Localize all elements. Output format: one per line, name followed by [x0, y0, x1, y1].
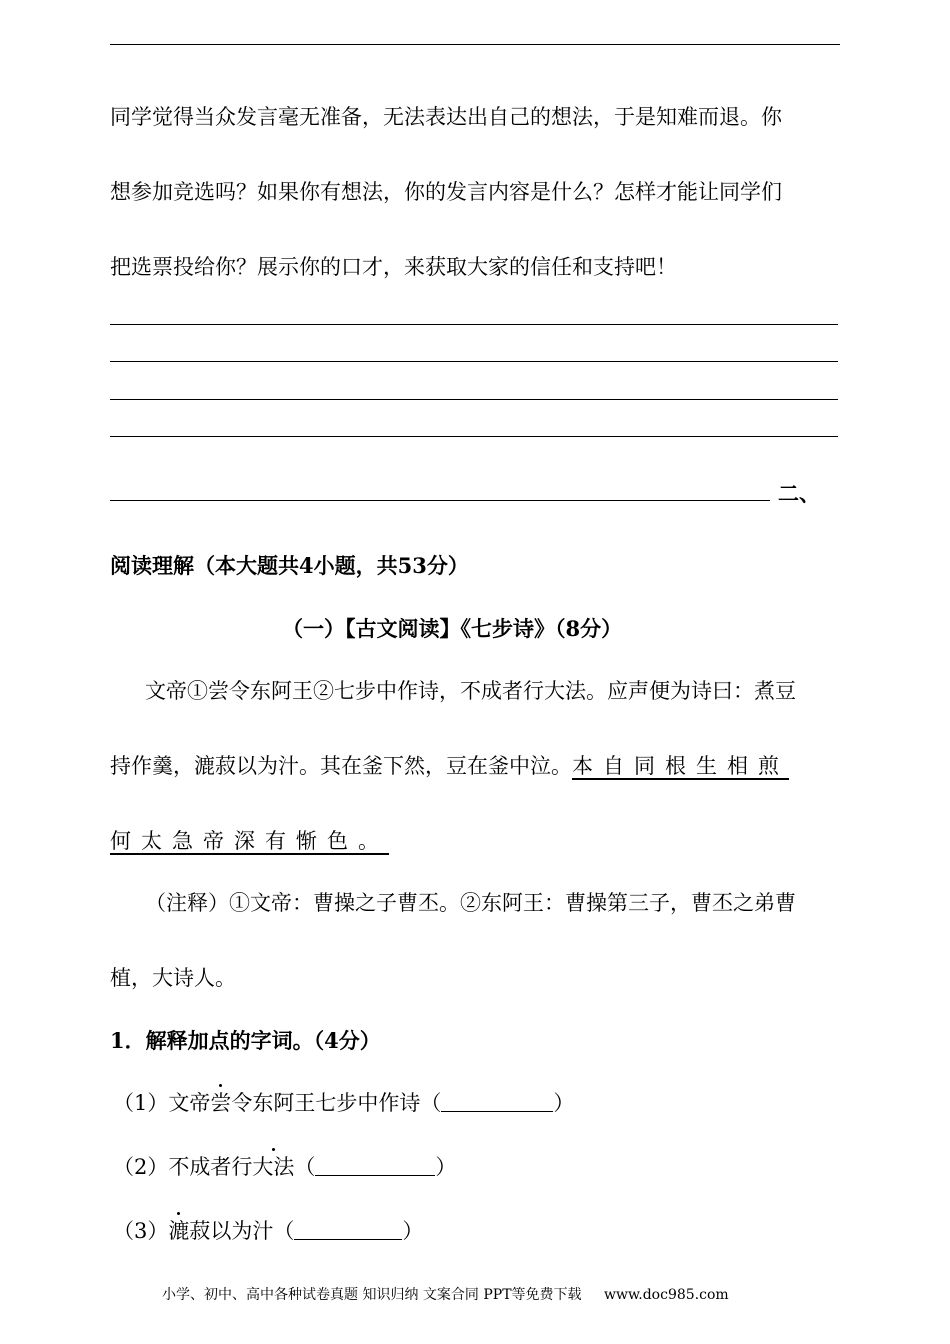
passage-underlined-1: 本自同根生相煎: [572, 754, 789, 778]
question-item-1: [113, 1093, 574, 1114]
item-3-suffix: 菽以为汁（: [189, 1219, 295, 1243]
essay-line-3: 把选票投给你？展示你的口才，来获取大家的信任和支持吧！: [110, 255, 677, 279]
footer-url[interactable]: www.doc985.com: [603, 1287, 729, 1303]
item-2-close: ）: [435, 1155, 457, 1179]
item-1-close: ）: [553, 1091, 575, 1115]
passage-line-3: [110, 831, 389, 852]
note-line-1: （注释）①文帝：曹操之子曹丕。②东阿王：曹操第三子，曹丕之弟曹: [145, 891, 796, 915]
section-title: 阅读理解（本大题共4小题，共53分）: [110, 553, 469, 578]
question-item-2: [113, 1157, 456, 1178]
answer-line-4: [110, 436, 838, 437]
item-1-prefix: （1）文帝: [113, 1091, 211, 1115]
answer-blank-2[interactable]: [315, 1159, 435, 1176]
top-rule: [110, 44, 840, 45]
answer-line-1: [110, 324, 838, 325]
answer-line-3: [110, 399, 838, 400]
passage-heading: （一）【古文阅读】《七步诗》（8分）: [282, 616, 623, 641]
question-item-3: [113, 1221, 423, 1242]
answer-line-5: [110, 500, 770, 501]
item-3-close: ）: [402, 1219, 424, 1243]
answer-blank-3[interactable]: [294, 1223, 402, 1240]
answer-line-2: [110, 361, 838, 362]
question-title: 1．解释加点的字词。（4分）: [110, 1028, 381, 1053]
essay-line-2: 想参加竞选吗？如果你有想法，你的发言内容是什么？怎样才能让同学们: [110, 180, 782, 204]
essay-line-1: 同学觉得当众发言毫无准备，无法表达出自己的想法，于是知难而退。你: [110, 105, 782, 129]
passage-line-2-text: 持作羹，漉菽以为汁。其在釜下然，豆在釜中泣。: [110, 754, 572, 778]
passage-line-2: [110, 756, 789, 777]
item-1-suffix: 令东阿王七步中作诗（: [231, 1091, 442, 1115]
passage-line-1: 文帝①尝令东阿王②七步中作诗，不成者行大法。应声便为诗曰：煮豆: [145, 679, 796, 703]
dotted-char-1: 尝: [210, 1091, 232, 1115]
note-line-2: 植，大诗人。: [110, 966, 236, 990]
dotted-char-2: 大法: [252, 1155, 295, 1179]
footer-text: 小学、初中、高中各种试卷真题 知识归纳 文案合同 PPT等免费下载: [162, 1287, 582, 1303]
item-2-suffix: （: [294, 1155, 316, 1179]
footer: [162, 1284, 729, 1304]
item-2-prefix: （2）不成者行: [113, 1155, 253, 1179]
dotted-char-3: 漉: [168, 1219, 190, 1243]
section-number: 二、: [778, 481, 820, 506]
answer-blank-1[interactable]: [441, 1095, 553, 1112]
passage-underlined-2: 何太急帝深有惭色。: [110, 829, 389, 853]
item-3-prefix: （3）: [113, 1219, 169, 1243]
